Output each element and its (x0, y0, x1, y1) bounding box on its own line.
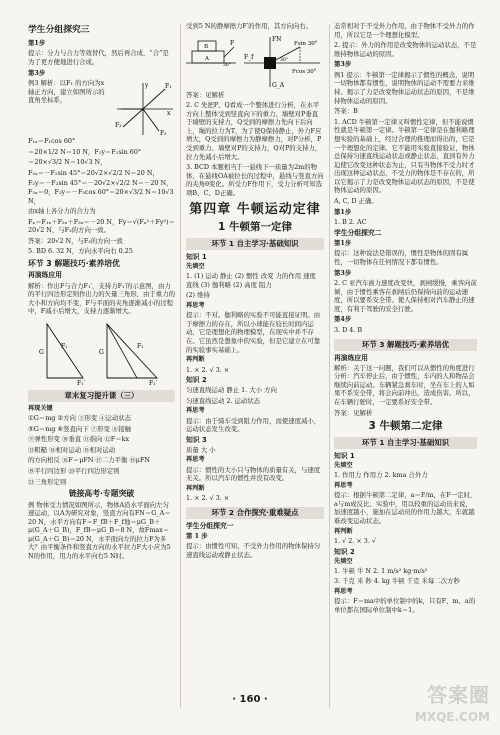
rethink-label: 再思考 (186, 302, 205, 310)
force-diagram (113, 79, 175, 137)
force-analysis-diagram (240, 33, 324, 91)
key-line: ⑬粗糙 ⑭相对运动 ⑮相对运动 (28, 445, 116, 454)
rejudge-label: 再判断 (186, 356, 205, 364)
formula: F₂y＝－F₂sin 45°＝－20√2×√2/2 N＝－20 N，F₃ₓ＝0，F₃y＝－F₃cos 60°＝20×√3/2 N＝10√3 N， (28, 179, 174, 205)
hint-text: 提示：不对。伽利略的实验不可能直接证明。由于摩擦力的存在，所以小球能在较长时间内运动，它是理想化的物理模型，在现实中并不存在。它虽然是想象中的实验，但是它建立在可靠的实验事实基础上。 (186, 311, 321, 354)
label-g: G (38, 348, 44, 356)
paragraph: 2. C 亚汽车被力速度改变快，刹闸缓慢，乘客向前倾，由于惯性乘客在刹闸后仍保持向前的运动速度，所以要系安全带。使人保持相对汽车静止的速度，有利于驾驶的安全行驶。 (334, 279, 477, 313)
fill-text: 匀速直线运动 2. 运动状态 (186, 396, 261, 405)
section-title: 学生分组探究三 (28, 25, 90, 35)
key-heading: 再现关键 (28, 404, 53, 412)
svg-text:F₂: F₂ (115, 122, 122, 130)
subsection-heading: 再演练应用 (334, 353, 368, 362)
fill-text: 1. (1) 运动 静止 (2) 惯性 改变 力的作用 速度 直线 (3) 伽利略 (2) 高度 阻力 (186, 272, 316, 289)
column-divider (180, 24, 181, 708)
paragraph: 例 物体受力情况如图所示，物体A沿水平面向左匀速运动，以A为研究对象，竖直方向有FN＝G_A＝20 N，水平方向有F＝F_fB＋F_f地＝μG_B＋μ(G_A＋G_B)，F_fB＝μG_B＝8 N，故Fmax＝μ(G_A＋G_B)＝20 N，水平面向左的拉力F为多大？由平衡条件和竖直方向的水平拉力F大小应为5 N的作用，用力的水平向右5 N时。 (28, 500, 171, 561)
key-line: 的方向相反 ⑯F＝μFN ⑰二力平衡 ⑱μFN (28, 456, 150, 465)
paragraph: 提示：分力与合力等效替代，然后再合成，“合”是为了更方便地进行合成。 (28, 49, 169, 66)
knowledge-heading: 知识 2 (186, 376, 207, 385)
step-label: 第1步 (28, 38, 46, 47)
label-f2b: F₁′ (148, 379, 157, 386)
svg-text:F₁: F₁ (165, 83, 172, 91)
section-heading: 环节 3 解题技巧·素养培优 (28, 259, 120, 269)
fill-text: (2) 维持 (186, 291, 210, 300)
formula: 由x轴上各分力的合力为 (28, 207, 96, 216)
answer: 答案：B (334, 107, 358, 116)
answer: 3. D 4. B (334, 326, 363, 335)
paragraph: 1. ACD 牛顿第一定律又叫惯性定律，但不能说惯性就是牛顿第一定律。牛顿第一定律是在伽利略理想实验的基础上，经过合理的推理而得出的，它是一个理想化的定律。它不能用实验直接验证，物体总保持匀速直线运动状态或静止状态，直到有外力迫使它改变这种状态为止，只有当物体不受力时才出现这种运动状态，不受力的物体是不存在的，所以它揭示了力是改变物体运动状态的原因，不是使物体运动的原因。 (334, 117, 475, 195)
label-f: F (230, 39, 235, 47)
key-line: ⑤G＝mg ⑥竖直向下 ⑦形变 ⑧接触 (28, 424, 132, 433)
chapter-review-bar: 章末复习提升课（三） (28, 390, 175, 402)
hint-text: 提示：由惯性可知，不受外力作用的物体保持匀速直线运动或静止状态。 (186, 542, 321, 559)
fill-text: 匀速直线运动 静止 1. 大小 方向 (186, 386, 277, 395)
section-title: 1 牛顿第一定律 (218, 220, 292, 233)
formula: F₂ₓ＝－F₂sin 45°＝20√2×√2/2 N＝20 N， (28, 168, 159, 177)
fill-text: 质量 大 小 (186, 445, 216, 454)
label-f1: F₁ (60, 342, 68, 350)
hint-text: 提示：这种说法是错误的，惯性是物体的固有属性，一切物体在任何情况下都有惯性。 (334, 249, 469, 266)
rethink-label: 再思考 (334, 588, 353, 596)
step-label: 第 1 步 (186, 531, 208, 540)
example-text: 例3 解析：以F₁ 的方向为x轴正方向，建立如图所示的直角坐标系， (28, 79, 105, 105)
key-line: ⑨弹性形变 ⑩垂直 ⑪指向 ⑫F＝kx (28, 435, 130, 444)
key-line: ⑲平行四边形 ⑳平行四边形定则 (28, 466, 120, 475)
segment-bar: 环节 2 合作探究·重难疑点 (186, 507, 324, 519)
formula: Fₓ＝F₁ₓ＋F₂ₓ＋F₃ₓ＝－20 N，Fy＝√(Fₓ²＋Fy²)＝20√2 N，与F₃的方向一致。 (28, 217, 175, 235)
label-fcos: Fcos 30° (292, 68, 317, 75)
paragraph: 受到5 N的静摩擦力F′的作用，其方向向右。 (186, 22, 313, 30)
block-diagram (186, 33, 236, 79)
rejudge-label: 再判断 (334, 527, 353, 535)
label-fsin: Fsin 30° (294, 40, 318, 47)
formula: F₁ₓ＝F₁cos 60° (28, 137, 76, 146)
subsection-heading: 学生分组探究一 (186, 521, 234, 530)
watermark-line2: MXQE.COM (414, 709, 490, 724)
formula: ＝20×1/2 N＝10 N，F₁y＝F₁sin 60° (28, 147, 142, 156)
example-text: 例1 提示：牛顿第一定律揭示了惯性的概念，说明一切物体都有惯性，说明物体的运动不需要力来维持。揭示了力是改变物体运动状态的原因，不是维持物体运动的原因。 (334, 70, 475, 105)
key-line: ①G＝mg ②方向 ③形变 ④运动状态 (28, 414, 132, 423)
fill-text: 3. 千克 米 秒 4. kg 牛顿 千克 米每二次方秒 (334, 577, 460, 586)
segment-bar: 环节 1 自主学习·基础知识 (186, 238, 324, 250)
step-label: 第1步 (334, 207, 352, 216)
formula: ＝20×√3/2 N＝10√3 N， (28, 158, 107, 167)
answer: A, C, D 正确。 (334, 196, 378, 205)
label-ga: G_A (272, 81, 285, 89)
label-a: A (205, 55, 209, 62)
label-fn: FN (272, 35, 282, 43)
paragraph: 态常相对于不受外力作用，由于物体不受外力的作用，所以它是一个理想化模型。 (334, 22, 475, 39)
step-label: 第3步 (334, 268, 352, 277)
judge-answers: 1. × 2. √ 3. × (186, 494, 230, 503)
knowledge-heading: 知识 1 (334, 452, 355, 461)
column-right (334, 22, 477, 617)
paragraph: 解析：关于这一问题，我们可以从惯性的角度进行分析：汽车停止后，由于惯性，车内的人和物品会继续向前运动。车辆紧急刹车时，坐在车上的人如果不系安全带，将会向前冲出，造成伤害。所以，在车辆行驶时，一定要系好安全带。 (334, 363, 475, 406)
answer: 1. B 2. AC (334, 218, 367, 227)
label-b: B (204, 43, 209, 50)
label-f2: F₁′ (76, 379, 85, 386)
svg-text:F₃: F₃ (160, 130, 167, 138)
judge-answers: 1. √ 2. × 3. √ (334, 536, 376, 545)
paragraph: 解析：作出F与合力F₁′，支持力F₁′的示意图，由力的平行四边形定则作出力的矢量三角形，由于重力的大小和方向均不变，F与平面的夹角逐渐减小的过程中，F减小后增大，支持力逐渐增大。 (28, 281, 175, 316)
step-label: 第4步 (334, 315, 352, 324)
exam-link-heading: 链接高考·专题突破 (68, 489, 135, 499)
subsection-heading: 再演练应用 (28, 271, 62, 280)
step-label: 第3步 (334, 60, 352, 69)
hint-text: 提示：根据牛顿第二定律，a＝F/m，在F一定时，a与m成反比。实验中，用以较重的运动员来说，加速度越小，施加在运动员的作用力越大，车就越难改变运动状态。 (334, 491, 477, 526)
paragraph: 2. 提示：外力的作用是改变物体的运动状态，不是维持物体运动的原因。 (334, 41, 477, 58)
step-label: 第3步 (28, 68, 46, 77)
fill-label: 先填空 (334, 557, 353, 565)
hint-text: 提示：惯性的大小只与物体的质量有关，与速度无关。所以汽车的惯性并没有改变。 (186, 465, 321, 483)
fill-text: 1. 作用力 作用力 2. kma 合外力 (334, 471, 428, 480)
label-f1b: F₁ (136, 342, 144, 350)
segment-bar: 环节 3 解题技巧·素养培优 (334, 339, 477, 351)
rethink-label: 再思考 (186, 407, 205, 415)
knowledge-heading: 知识 1 (186, 252, 207, 261)
paragraph: 2. C 先把P、Q看成一个整体进行分析，在水平方向上整体受到竖直向下的重力、墙壁对P垂直于墙壁的支持力，Q受到的摩擦力先向下后向上，绳的拉力为T，为了使Q保持静止，外力F应增大，Q受到的摩擦力为静摩擦力，对P分析，P受到重力、墙壁对P的支持力，Q对P的支持力，拉力先减小后增大。 (186, 101, 322, 161)
answer: 答案：20√2 N，与F₃的方向一致 (28, 236, 123, 245)
column-divider (329, 24, 330, 708)
segment-bar: 环节 1 自主学习·基础知识 (334, 437, 477, 449)
column-middle (186, 22, 324, 562)
triangle-diagram (37, 318, 167, 386)
hint-text: 提示：F＝ma中的单位制中的k，只有F、m、a的单位都在国际单位制中k＝1。 (334, 597, 476, 614)
key-line: ㉑三角形定则 (28, 477, 67, 486)
svg-text:y: y (145, 82, 149, 90)
answer: 答案：见解析 (186, 90, 225, 99)
svg-text:x: x (167, 110, 171, 118)
label-g2: G (98, 348, 104, 356)
paragraph: 3. BCD 本题相当于一悬线下一质量为2m的物体，在悬线OA被拉长的过程中，悬线与竖直方向的夹角θ变化。所受力F作用下，受力分析可知选项B、C、D正确。 (186, 163, 324, 197)
step-label: 第1步 (334, 238, 352, 247)
fill-label: 先填空 (186, 263, 205, 270)
column-left (28, 22, 175, 563)
hint-text: 提示：由于骑车受到阻力作用，而使速度减小，运动状态发生改变。 (186, 416, 321, 434)
chapter-title: 第四章 牛顿运动定律 (189, 201, 321, 217)
judge-answers: 1. × 2. √ 3. × (186, 365, 230, 374)
knowledge-heading: 知识 2 (334, 547, 355, 556)
answer: 5. BD 6. 32 N，方向水平向右 0.25 (28, 247, 133, 256)
watermark-logo (415, 682, 490, 725)
watermark-line1: 答案圈 (427, 683, 490, 708)
rethink-label: 再思考 (186, 456, 205, 464)
section-title: 3 牛顿第二定律 (368, 420, 443, 433)
rejudge-label: 再判断 (186, 484, 205, 492)
label-30: 30° (223, 62, 231, 68)
page-number: · 160 · (232, 694, 268, 705)
answer: 答案：见解析 (334, 408, 373, 417)
fill-label: 先填空 (334, 462, 353, 470)
rethink-label: 再思考 (334, 482, 353, 490)
label-ff: F_f (244, 53, 254, 61)
knowledge-heading: 知识 3 (186, 435, 207, 444)
subsection-heading: 学生分组探究二 (334, 228, 382, 237)
label-30b: 30° (280, 57, 288, 63)
fill-text: 1. 牛顿 牛 N 2. 1 m/s² kg·m/s² (334, 566, 428, 575)
